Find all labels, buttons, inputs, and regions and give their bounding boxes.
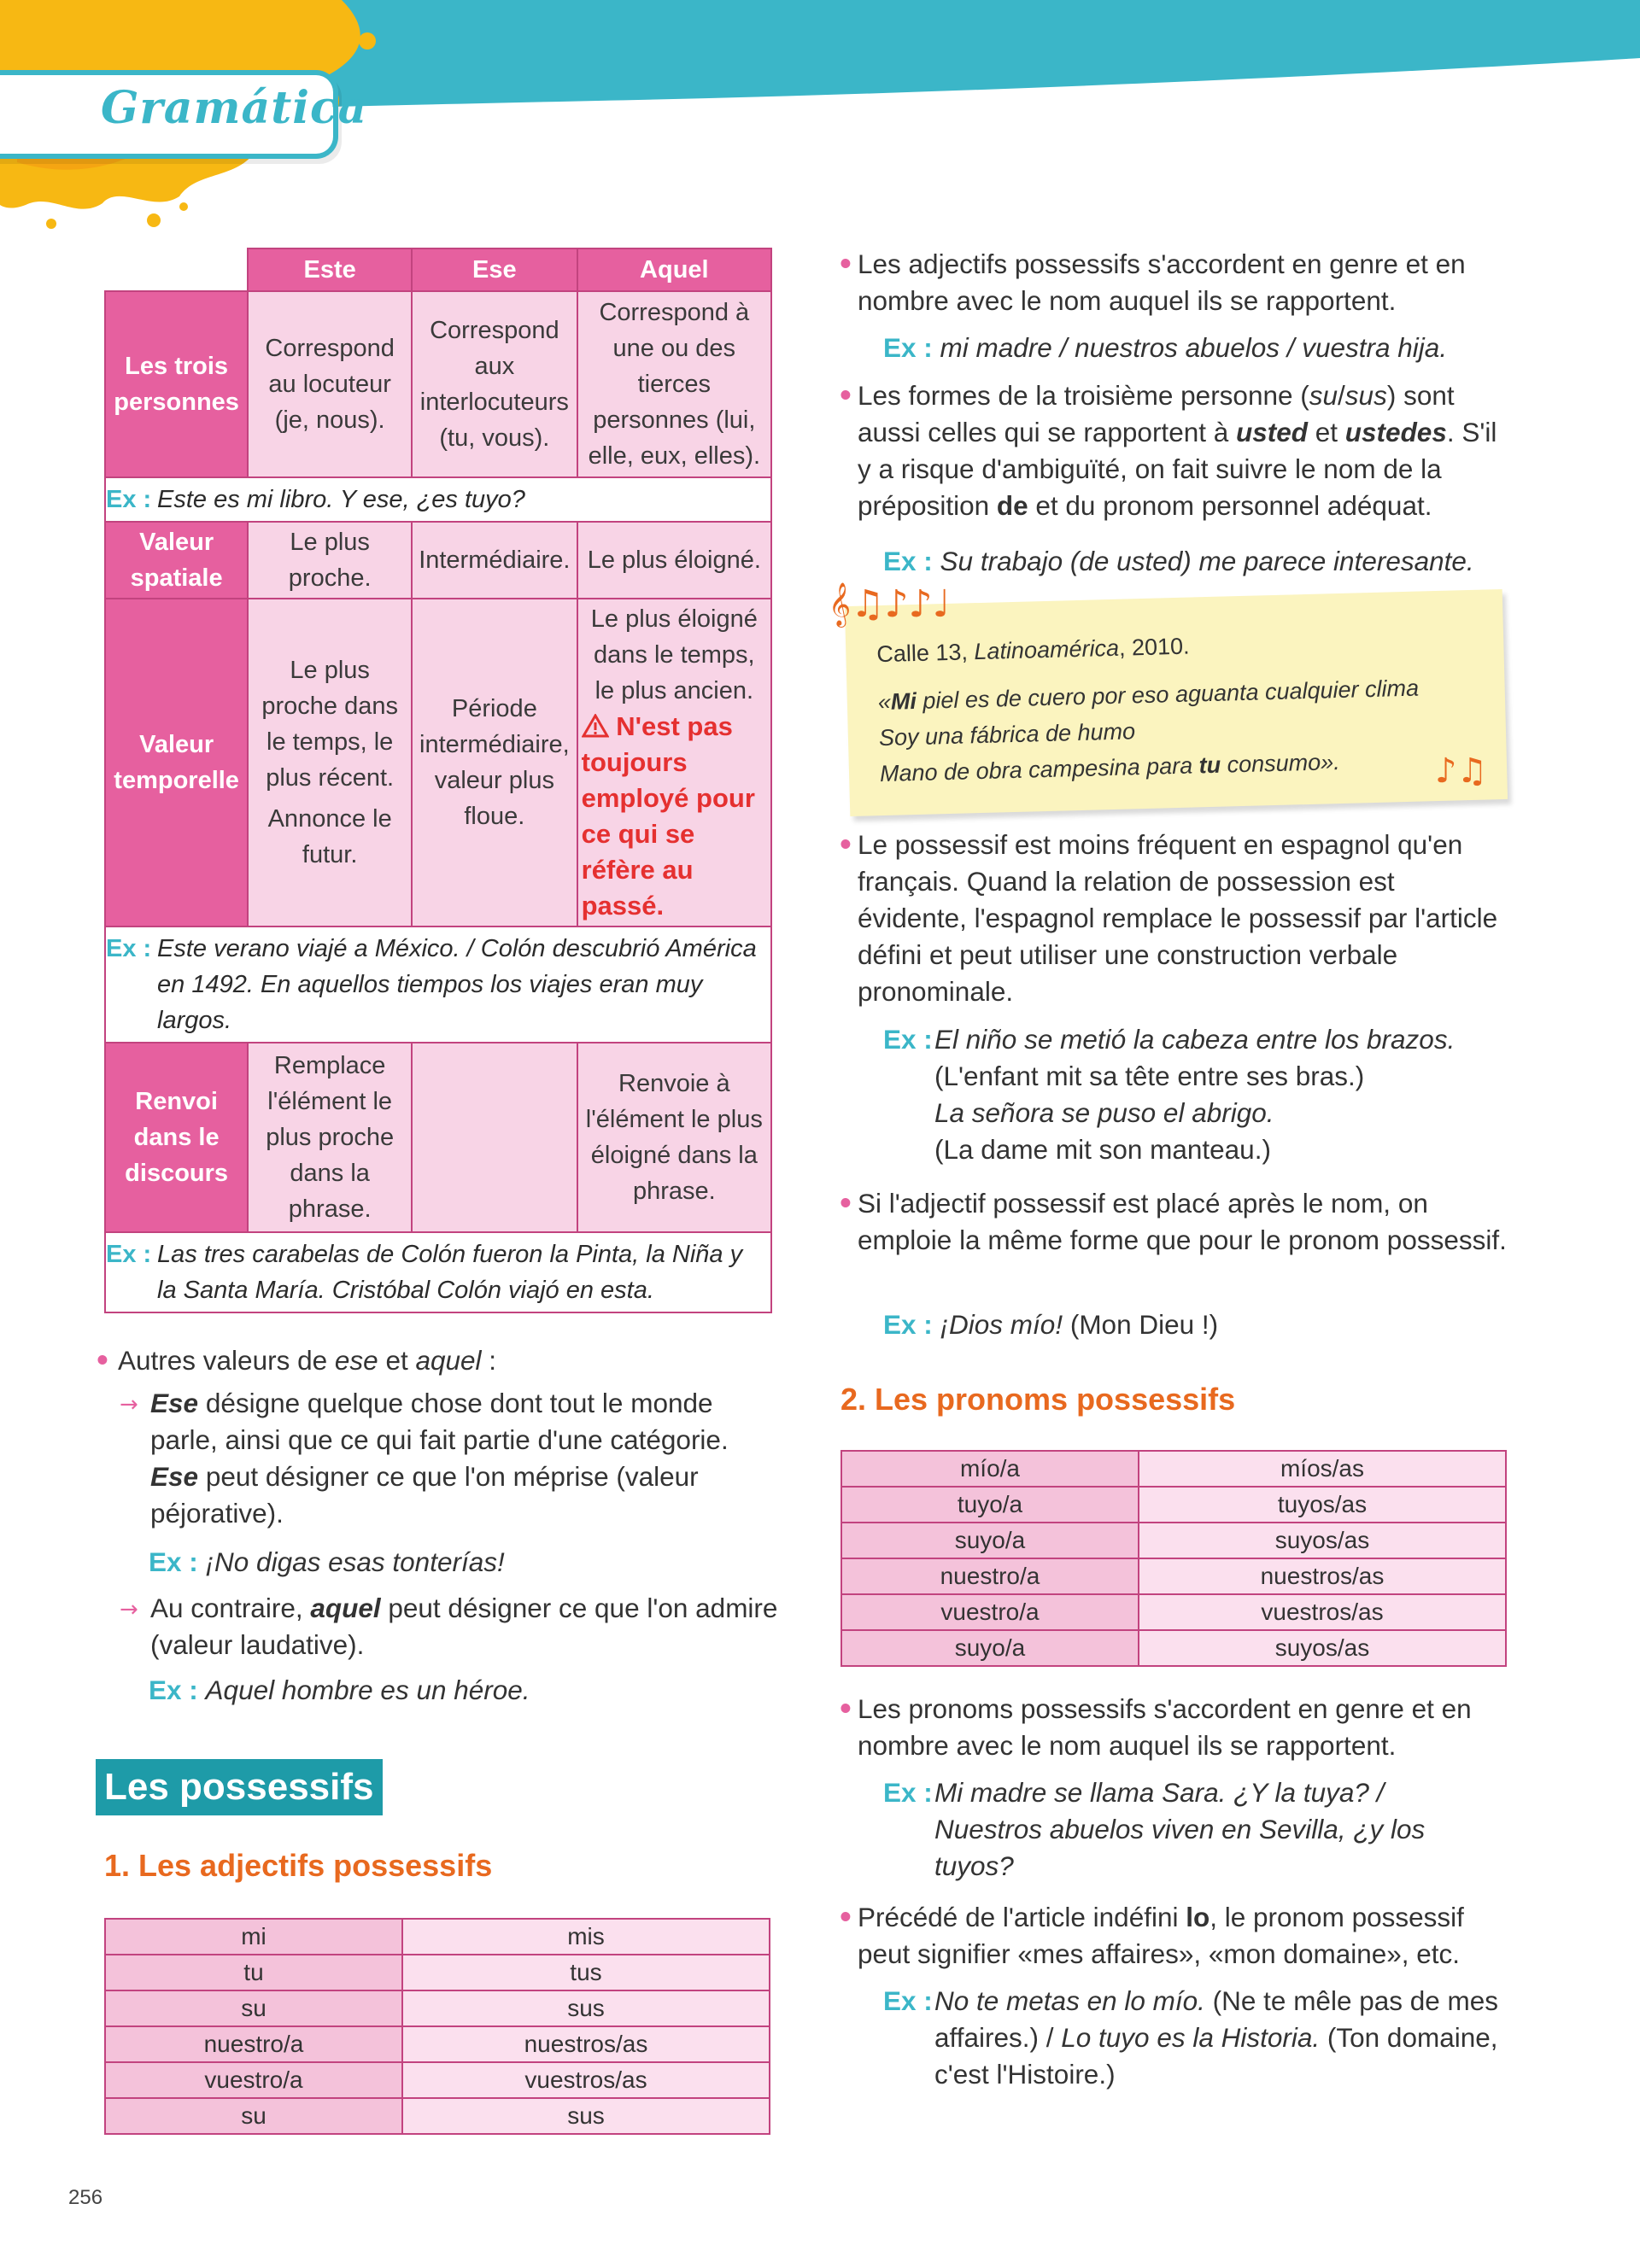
arrow-icon: → [120, 1597, 138, 1622]
table-row [105, 1955, 770, 1990]
row-header-spatiale: Valeur spatiale [105, 522, 248, 599]
warning-icon [582, 714, 609, 738]
example-translation: (La dame mit son manteau.) [934, 1134, 1271, 1165]
cell-trois-este: Correspond au locuteur (je, nous). [248, 291, 412, 477]
col-header-este: Este [248, 248, 412, 291]
table-cell: nuestro/a [105, 2026, 402, 2062]
text-span: Au contraire, [150, 1593, 311, 1623]
table-row [841, 1630, 1506, 1666]
example-text: Las tres carabelas de Colón fueron la Pinta, la Niña y la Santa María. Cristóbal Colón viajó en esta. [157, 1241, 743, 1304]
section-title-possessifs: Les possessifs [96, 1759, 383, 1815]
text-span: Latinoamérica [974, 634, 1120, 665]
text-span: su [1309, 380, 1338, 411]
table-row [105, 2062, 770, 2098]
cell-spatiale-este: Le plus proche. [248, 522, 412, 599]
text-span: aquel [415, 1345, 482, 1376]
cell-temporelle-este [248, 599, 412, 926]
example-label: Ex : [106, 1241, 152, 1268]
subheading-pronoms: 2. Les pronoms possessifs [840, 1382, 1236, 1417]
temporelle-aquel-text: Le plus éloigné dans le temps, le plus ancien. [590, 605, 758, 704]
row-header-renvoi: Renvoi dans le discours [105, 1043, 248, 1232]
page-number: 256 [68, 2186, 103, 2209]
table-row [105, 1990, 770, 2026]
table-cell: vuestro/a [841, 1594, 1139, 1630]
temporelle-este-text-2: Annonce le futur. [267, 805, 392, 868]
example-translation: (Mon Dieu !) [1063, 1309, 1219, 1340]
example-row-2 [105, 926, 771, 1043]
example-label: Ex : [883, 332, 933, 363]
bullet-icon: • [94, 1346, 111, 1377]
text-span: . S'il y a risque d'ambiguïté, on fait suivre le nom de la préposition [858, 417, 1497, 521]
example-translation: (Ne te mêle pas de mes affaires.) / [934, 1985, 1499, 2053]
example-text: Mi madre se llama Sara. ¿Y la tuya? / Nuestros abuelos viven en Sevilla, ¿y los tuyos? [934, 1777, 1426, 1881]
text-span: et du pronom personnel adéquat. [1028, 490, 1432, 521]
table-cell: vuestro/a [105, 2062, 402, 2098]
arrow-icon: → [120, 1392, 138, 1418]
adjectifs-table [104, 1918, 770, 2135]
text-span: / [1338, 380, 1345, 411]
b6-example [883, 1983, 1507, 2093]
text-span: et [378, 1345, 416, 1376]
table-cell: tus [402, 1955, 770, 1990]
bullet-icon: • [837, 830, 854, 861]
b4-text: Si l'adjectif possessif est placé après le nom, on emploie la même forme que pour le pronom possessif. [858, 1188, 1507, 1255]
example-text: Este verano viajé a México. / Colón descubrió América en 1492. En aquellos tiempos los viajes eran muy largos. [157, 935, 757, 1034]
text-span: ese [334, 1345, 378, 1376]
table-cell: suyos/as [1139, 1523, 1506, 1558]
example-translation: (L'enfant mit sa tête entre ses bras.) [934, 1061, 1365, 1091]
b2-text [858, 377, 1515, 524]
example-label: Ex : [106, 486, 152, 513]
table-row [841, 1594, 1506, 1630]
bullet-icon: • [837, 249, 854, 280]
table-cell: nuestros/as [402, 2026, 770, 2062]
text-span: , le pronom possessif peut signifier «mes affaires», «mon domaine», etc. [858, 1902, 1464, 1969]
table-cell: sus [402, 1990, 770, 2026]
table-cell: tuyo/a [841, 1487, 1139, 1523]
text-span: lo [1186, 1902, 1210, 1932]
text-span: sus [1344, 380, 1387, 411]
example-text: El niño se metió la cabeza entre los brazos. [934, 1024, 1456, 1055]
aquel-description [150, 1590, 782, 1663]
example-label: Ex : [149, 1675, 198, 1705]
table-cell: su [105, 2098, 402, 2134]
text-span: désigne quelque chose dont tout le monde parle, ainsi que ce qui fait partie d'une catégorie. [150, 1388, 729, 1455]
bullet-icon: • [837, 1694, 854, 1725]
example-label: Ex : [883, 546, 933, 576]
table-cell: tuyos/as [1139, 1487, 1506, 1523]
table-cell: sus [402, 2098, 770, 2134]
b3-examples [934, 1021, 1532, 1168]
b5-text: Les pronoms possessifs s'accordent en genre et en nombre avec le nom auquel ils se rapportent. [858, 1693, 1472, 1761]
table-cell: tu [105, 1955, 402, 1990]
text-span: consumo». [1220, 749, 1341, 778]
cell-temporelle-ese: Période intermédiaire, valeur plus floue. [412, 599, 577, 926]
text-span: Calle 13, [876, 639, 975, 668]
bullet-icon: • [837, 1903, 854, 1933]
example-text: Aquel hombre es un héroe. [205, 1675, 530, 1705]
col-header-ese: Ese [412, 248, 577, 291]
table-cell: mis [402, 1919, 770, 1955]
example-row-3 [105, 1232, 771, 1312]
b3-text: Le possessif est moins fréquent en espagnol qu'en français. Quand la relation de possession est évidente, l'espagnol remplace le possessif par l'article défini et peut utiliser une construction verbale pronominale. [858, 829, 1498, 1007]
cell-spatiale-aquel: Le plus éloigné. [577, 522, 771, 599]
table-cell: suyos/as [1139, 1630, 1506, 1666]
b5-example [883, 1774, 1498, 1885]
ese-description [150, 1385, 782, 1532]
table-cell: suyo/a [841, 1523, 1139, 1558]
col-header-aquel: Aquel [577, 248, 771, 291]
text-span: de [996, 490, 1028, 521]
example-label: Ex : [883, 1309, 933, 1340]
example-row-1 [105, 477, 771, 522]
table-row [841, 1487, 1506, 1523]
text-span: ustedes [1344, 417, 1447, 447]
text-span: « [877, 688, 892, 716]
table-cell: suyo/a [841, 1630, 1139, 1666]
text-span: peut désigner ce que l'on méprise (valeur péjorative). [150, 1461, 699, 1529]
text-span: usted [1236, 417, 1309, 447]
text-span: Autres valeurs de [118, 1345, 335, 1376]
table-row [841, 1523, 1506, 1558]
text-span: aquel [310, 1593, 381, 1623]
b6-text [858, 1899, 1515, 1973]
table-row [105, 1919, 770, 1955]
b3-example-label: Ex : [883, 1024, 933, 1055]
example-text: No te metas en lo mío. [934, 1985, 1205, 2016]
table-cell: su [105, 1990, 402, 2026]
cell-renvoi-este: Remplace l'élément le plus proche dans la phrase. [248, 1043, 412, 1232]
music-notes-icon: 𝄞♫♪♪♩ [829, 582, 951, 626]
row-header-trois: Les trois personnes [105, 291, 248, 477]
b1-text: Les adjectifs possessifs s'accordent en genre et en nombre avec le nom auquel ils se rapportent. [858, 248, 1466, 316]
ex-aquel [149, 1672, 530, 1709]
warning-text: N'est pas toujours employé pour ce qui se réfère au passé. [581, 711, 755, 921]
subheading-adjectifs: 1. Les adjectifs possessifs [104, 1848, 493, 1883]
example-label: Ex : [883, 1985, 933, 2016]
example-text: mi madre / nuestros abuelos / vuestra hija. [940, 332, 1448, 363]
table-row [105, 2098, 770, 2134]
text-span: ) sont aussi celles qui se rapportent à [858, 380, 1455, 447]
cell-temporelle-aquel [577, 599, 771, 926]
text-span: , 2010. [1118, 633, 1190, 661]
text-span: tu [1198, 751, 1221, 779]
b4-example [883, 1306, 1218, 1343]
text-span: : [481, 1345, 497, 1376]
cell-trois-aquel: Correspond à une ou des tierces personnes (lui, elle, eux, elles). [577, 291, 771, 477]
demonstratives-table [104, 248, 772, 1313]
page-title: Gramática [101, 82, 368, 134]
note-source [876, 634, 1190, 669]
example-translation: (Ton domaine, c'est l'Histoire.) [934, 2022, 1498, 2090]
cell-renvoi-aquel: Renvoie à l'élément le plus éloigné dans la phrase. [577, 1043, 771, 1232]
example-label: Ex : [883, 1777, 933, 1808]
row-header-temporelle: Valeur temporelle [105, 599, 248, 926]
text-span: piel es de cuero por eso aguanta cualquier clima [916, 675, 1420, 714]
table-row [841, 1558, 1506, 1594]
example-text: Lo tuyo es la Historia. [1061, 2022, 1321, 2053]
note-line-3 [880, 749, 1340, 787]
example-text: ¡No digas esas tonterías! [205, 1546, 505, 1577]
text-span: et [1308, 417, 1345, 447]
example-label: Ex : [106, 935, 152, 962]
text-span: peut désigner ce que l'on admire (valeur laudative). [150, 1593, 778, 1660]
cell-trois-ese: Correspond aux interlocuteurs (tu, vous). [412, 291, 577, 477]
table-cell: nuestro/a [841, 1558, 1139, 1594]
pronoms-table [840, 1450, 1507, 1667]
note-line-2: Soy una fábrica de humo [878, 718, 1136, 751]
temporelle-este-text-1: Le plus proche dans le temps, le plus récent. [261, 657, 398, 792]
example-text: Su trabajo (de usted) me parece interesante. [940, 546, 1474, 576]
text-span: Mano de obra campesina para [879, 752, 1200, 787]
table-cell: míos/as [1139, 1451, 1506, 1487]
table-row [105, 2026, 770, 2062]
text-span: Ese [150, 1388, 199, 1418]
table-row [841, 1451, 1506, 1487]
ex-ese [149, 1544, 505, 1581]
table-cell: mi [105, 1919, 402, 1955]
cell-spatiale-ese: Intermédiaire. [412, 522, 577, 599]
bullet-icon: • [837, 1189, 854, 1219]
bullet-icon: • [837, 381, 854, 412]
b2-example [883, 543, 1474, 580]
table-cell: vuestros/as [1139, 1594, 1506, 1630]
table-cell: nuestros/as [1139, 1558, 1506, 1594]
cell-renvoi-ese [412, 1043, 577, 1232]
music-notes-icon: ♪♫ [1435, 751, 1488, 791]
text-span: Mi [890, 687, 917, 715]
table-cell: mío/a [841, 1451, 1139, 1487]
table-cell: vuestros/as [402, 2062, 770, 2098]
example-text: ¡Dios mío! [940, 1309, 1063, 1340]
example-label: Ex : [149, 1546, 198, 1577]
note-line-1 [877, 675, 1419, 716]
b1-example [883, 330, 1447, 366]
text-span: Précédé de l'article indéfini [858, 1902, 1186, 1932]
text-span: Ese [150, 1461, 199, 1492]
example-text: Este es mi libro. Y ese, ¿es tuyo? [157, 486, 525, 513]
example-text: La señora se puso el abrigo. [934, 1097, 1274, 1128]
text-span: Les formes de la troisième personne ( [858, 380, 1309, 411]
autres-valeurs-line [118, 1342, 767, 1379]
